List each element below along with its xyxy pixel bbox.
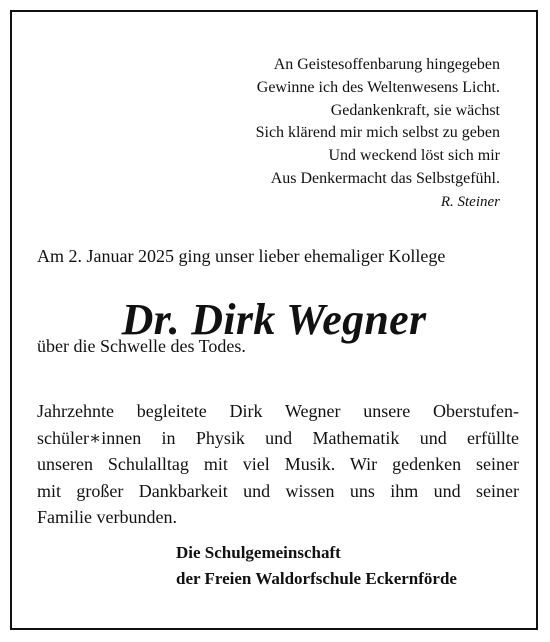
poem-line: Gewinne ich des Weltenwesens Licht.	[256, 78, 500, 96]
deceased-name: Dr. Dirk Wegner	[121, 295, 427, 344]
poem-line: Und weckend löst sich mir	[328, 147, 500, 165]
intro-text: Am 2. Januar 2025 ging unser lieber ehemaliger Kollege	[37, 246, 446, 266]
poem-line: Gedankenkraft, sie wächst	[330, 101, 500, 119]
tribute-line: mit großer Dankbarkeit und wissen uns ihm und seiner	[37, 480, 519, 501]
poem-line: An Geistesoffenbarung hingegeben	[273, 56, 500, 73]
signature-line-1: Die Schulgemeinschaft	[176, 543, 341, 562]
poem-line: Sich klärend mir mich selbst zu geben	[255, 124, 500, 142]
tribute-line: unseren Schulalltag mit viel Musik. Wir gedenken seiner	[37, 454, 519, 474]
tribute-line: schüler∗innen in Physik und Mathematik und erfüllte	[37, 427, 519, 448]
poem-line: Aus Denkermacht das Selbstgefühl.	[270, 169, 500, 187]
poem-verse	[256, 54, 500, 214]
signature-block	[176, 540, 457, 592]
signature-line-2: der Freien Waldorfschule Eckernförde	[176, 569, 457, 588]
obituary-notice	[10, 10, 538, 630]
tribute-line: Familie verbunden.	[37, 507, 177, 527]
poem-author: R. Steiner	[440, 193, 500, 210]
passing-text: über die Schwelle des Todes.	[37, 336, 246, 356]
tribute-line: Jahrzehnte begleitete Dirk Wegner unsere Oberstufen-	[37, 401, 519, 421]
tribute-paragraph	[37, 398, 519, 531]
